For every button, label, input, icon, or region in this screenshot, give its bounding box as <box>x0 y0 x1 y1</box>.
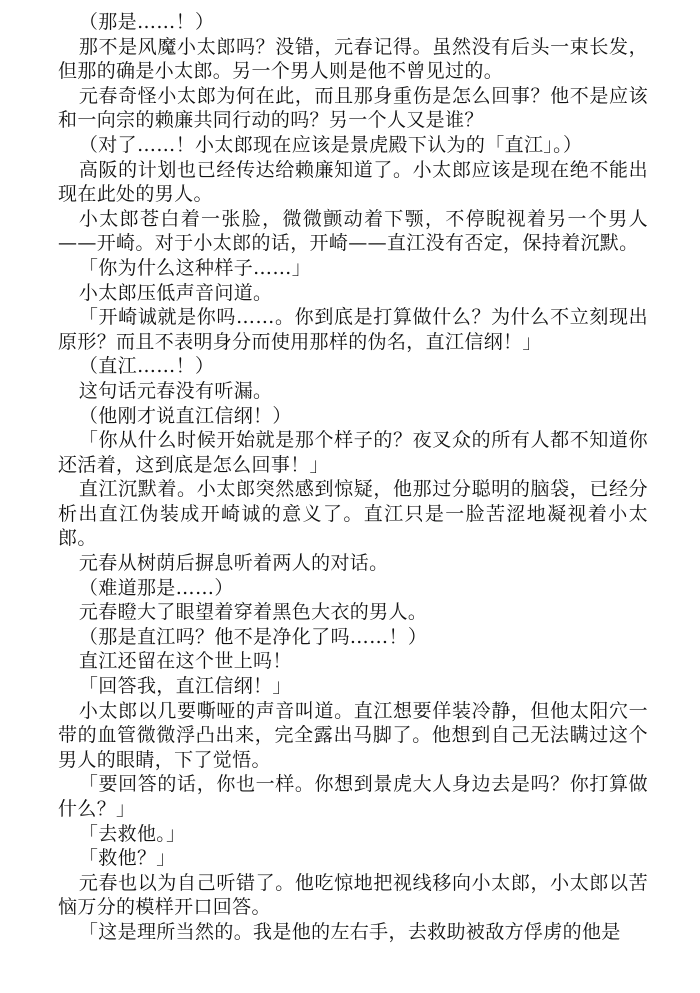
paragraph-15: 元春从树荫后摒息听着两人的对话。 <box>78 552 389 575</box>
paragraph-3: 元春奇怪小太郎为何在此，而且那身重伤是怎么回事？他不是应该和一向宗的赖廉共同行动的吗？另一个人又是谁？ <box>58 84 648 132</box>
paragraph-1: （那是……！） <box>78 11 215 33</box>
paragraph-20: 「回答我，直江信纲！」 <box>78 675 292 698</box>
text-page <box>58 10 648 945</box>
paragraph-13: 「你从什么时候开始就是那个样子的？夜叉众的所有人都不知道你还活着，这到底是怎么回事！」 <box>58 429 648 476</box>
paragraph-22: 「要回答的话，你也一样。你想到景虎大人身边去是吗？你打算做什么？」 <box>58 773 648 820</box>
paragraph-26: 「这是理所当然的。我是他的左右手，去救助被敌方俘虏的他是 <box>78 920 621 943</box>
paragraph-10: （直江……！） <box>78 355 215 378</box>
paragraph-4: （对了……！小太郎现在应该是景虎殿下认为的「直江」。） <box>78 133 583 156</box>
paragraph-16: （难道那是……） <box>78 576 234 599</box>
paragraph-23: 「去救他。」 <box>78 822 186 845</box>
paragraph-21: 小太郎以几要嘶哑的声音叫道。直江想要佯装冷静，但他太阳穴一带的血管微微浮凸出来，完全露出马脚了。他想到自己无法瞒过这个男人的眼睛，下了觉悟。 <box>58 699 648 771</box>
paragraph-24: 「救他？」 <box>78 847 176 870</box>
paragraph-5: 高阪的计划也已经传达给赖廉知道了。小太郎应该是现在绝不能出现在此处的男人。 <box>58 158 648 206</box>
paragraph-12: （他刚才说直江信纲！） <box>78 404 292 427</box>
paragraph-6: 小太郎苍白着一张脸，微微颤动着下颚，不停睨视着另一个男人——开崎。对于小太郎的话，开崎——直江没有否定，保持着沉默。 <box>58 207 648 255</box>
paragraph-7: 「你为什么这种样子……」 <box>78 256 312 279</box>
paragraph-18: （那是直江吗？他不是净化了吗……！） <box>78 625 428 648</box>
paragraph-19: 直江还留在这个世上吗！ <box>78 650 292 673</box>
paragraph-8: 小太郎压低声音问道。 <box>78 281 273 304</box>
paragraph-2: 那不是风魔小太郎吗？没错，元春记得。虽然没有后头一束长发，但那的确是小太郎。另一个男人则是他不曾见过的。 <box>58 35 648 83</box>
paragraph-11: 这句话元春没有听漏。 <box>78 379 273 402</box>
paragraph-25: 元春也以为自己听错了。他吃惊地把视线移向小太郎，小太郎以苦恼万分的模样开口回答。 <box>58 871 648 919</box>
paragraph-14: 直江沉默着。小太郎突然感到惊疑，他那过分聪明的脑袋，已经分析出直江伪装成开崎诚的意义了。直江只是一脸苦涩地凝视着小太郎。 <box>58 478 648 550</box>
paragraph-9: 「开崎诚就是你吗……。你到底是打算做什么？为什么不立刻现出原形？而且不表明身分而使用那样的伪名，直江信纲！」 <box>58 306 648 353</box>
paragraph-17: 元春瞪大了眼望着穿着黑色大衣的男人。 <box>78 601 428 624</box>
